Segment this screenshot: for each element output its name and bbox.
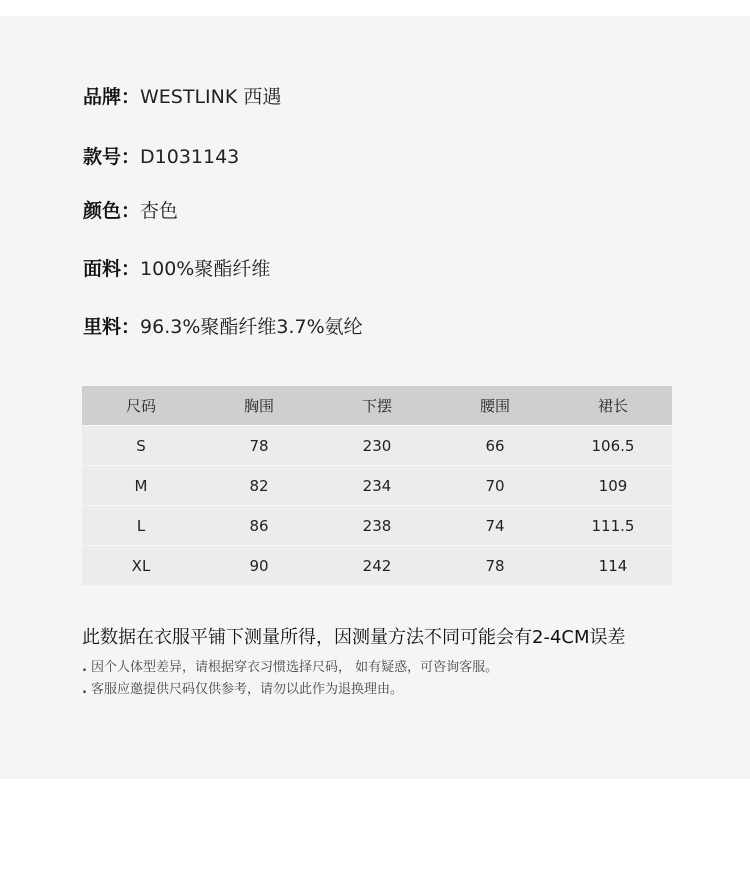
table-cell: 114	[554, 546, 672, 586]
spec-fabric-label: 面料：	[83, 258, 141, 280]
table-cell: 106.5	[554, 426, 672, 466]
spec-brand-value: WESTLINK 西遇	[140, 86, 282, 108]
table-row	[82, 426, 672, 466]
spec-fabric-value: 100%聚酯纤维	[140, 258, 271, 280]
size-chart-header-row	[82, 386, 672, 426]
spec-style-number-value: D1031143	[140, 146, 240, 168]
table-row	[82, 506, 672, 546]
table-row	[82, 466, 672, 506]
bullet-dot: .	[82, 682, 87, 697]
spec-fabric	[83, 257, 270, 281]
table-cell: L	[82, 506, 200, 546]
header-size: 尺码	[82, 386, 200, 426]
table-cell: 78	[200, 426, 318, 466]
spec-color	[83, 199, 178, 223]
table-cell: 74	[436, 506, 554, 546]
table-cell: 234	[318, 466, 436, 506]
table-cell: XL	[82, 546, 200, 586]
table-cell: 82	[200, 466, 318, 506]
spec-lining-value: 96.3%聚酯纤维3.7%氨纶	[140, 316, 363, 338]
spec-color-label: 颜色：	[83, 200, 141, 222]
table-cell: 111.5	[554, 506, 672, 546]
table-row	[82, 546, 672, 586]
size-chart-table	[82, 386, 672, 585]
spec-color-value: 杏色	[140, 200, 179, 222]
note-text: 因个人体型差异，请根据穿衣习惯选择尺码， 如有疑惑，可咨询客服。	[90, 660, 499, 675]
note-line-disclaimer	[82, 681, 403, 699]
table-cell: 70	[436, 466, 554, 506]
spec-style-number-label: 款号：	[83, 146, 141, 168]
table-cell: 78	[436, 546, 554, 586]
note-text: 客服应邀提供尺码仅供参考，请勿以此作为退换理由。	[90, 682, 403, 697]
table-cell: 109	[554, 466, 672, 506]
spec-brand-label: 品牌：	[83, 86, 141, 108]
header-waist: 腰围	[436, 386, 554, 426]
table-cell: 242	[318, 546, 436, 586]
spec-style-number	[83, 145, 239, 169]
measurement-note-title: 此数据在衣服平铺下测量所得，因测量方法不同可能会有2-4CM误差	[82, 627, 626, 648]
spec-lining-label: 里料：	[83, 316, 141, 338]
spec-lining	[83, 315, 363, 339]
table-cell: 238	[318, 506, 436, 546]
table-cell: S	[82, 426, 200, 466]
header-bust: 胸围	[200, 386, 318, 426]
table-cell: M	[82, 466, 200, 506]
header-skirt-length: 裙长	[554, 386, 672, 426]
table-cell: 90	[200, 546, 318, 586]
table-cell: 66	[436, 426, 554, 466]
note-line-body-type	[82, 659, 498, 677]
header-hem: 下摆	[318, 386, 436, 426]
spec-brand	[83, 85, 281, 109]
table-cell: 86	[200, 506, 318, 546]
bullet-dot: .	[82, 660, 87, 675]
table-cell: 230	[318, 426, 436, 466]
